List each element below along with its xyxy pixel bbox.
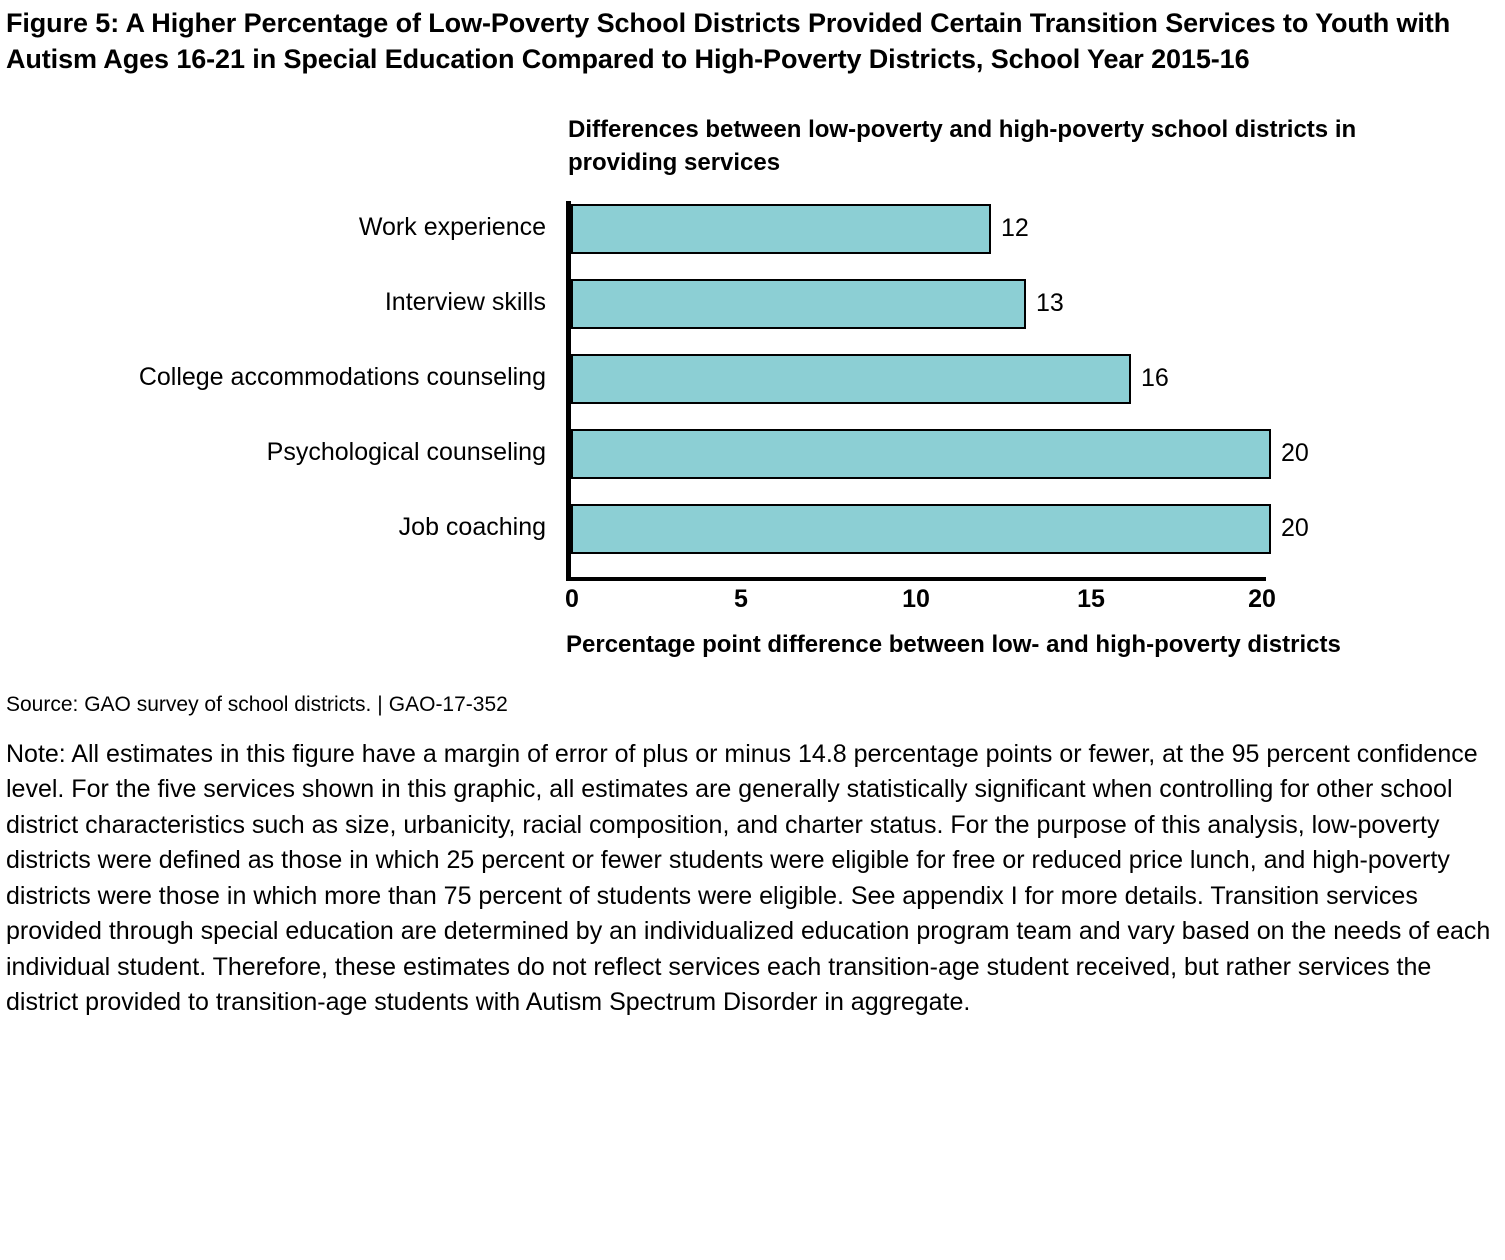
bar-work-experience [571,204,991,254]
page-title: Figure 5: A Higher Percentage of Low-Poverty School Districts Provided Certain Transition Services to Youth with Autism Ages 16-21 in Special Education Compared to High-Poverty Districts, School Year 2015-16 [6,8,1451,74]
x-axis-title: Percentage point difference between low- and high-poverty districts [566,631,1341,659]
chart-title: Differences between low-poverty and high-poverty school districts in providing services [568,116,1357,177]
x-axis-tick: 0 [565,585,579,614]
bar-value-label: 13 [1036,289,1064,318]
plot-area [0,201,1505,659]
y-axis-label: Interview skills [384,288,546,317]
y-axis-label: Job coaching [398,513,546,542]
bar-interview-skills [571,279,1026,329]
y-axis-label: Psychological counseling [266,438,546,467]
chart-container [0,113,1505,673]
x-axis-tick-labels [565,585,1276,621]
x-axis-tick: 20 [1248,585,1276,614]
y-axis-category-labels [0,201,556,577]
y-axis-label: College accommodations counseling [138,363,546,392]
bar-college-accommodations-counseling [571,354,1131,404]
report-id: GAO-17-352 [388,693,508,717]
figure-note: Note: All estimates in this figure have a margin of error of plus or minus 14.8 percentage points or fewer, at the 95 percent confidence level. For the five services shown in this graphic, all estimates are generally statistically significant when controlling for other school district characteristics such as size, urbanicity, racial composition, and charter status. For the purpose of this analysis, low-poverty districts were defined as those in which 25 percent or fewer students were eligible for free or reduced price lunch, and high-poverty districts were those in which more than 75 percent of students were eligible. See appendix I for more details. Transition services provided through special education are determined by an individualized education program team and vary based on the needs of each individual student. Therefore, these estimates do not reflect services each transition-age student received, but rather services the district provided to transition-age students with Autism Spectrum Disorder in aggregate. [6,739,1491,1017]
source-line [0,691,1505,718]
source-separator: | [377,693,383,717]
bar-value-label: 12 [1001,214,1029,243]
x-axis-tick: 10 [902,585,930,614]
bars-plot [566,201,1309,577]
y-axis-label: Work experience [358,213,546,242]
source-text: Source: GAO survey of school districts. [6,693,372,717]
bar-job-coaching [571,504,1271,554]
x-axis-tick: 15 [1077,585,1105,614]
x-axis-line [566,577,1266,581]
bar-value-label: 20 [1281,439,1309,468]
bar-value-label: 16 [1141,364,1169,393]
bar-psychological-counseling [571,429,1271,479]
bar-value-label: 20 [1281,514,1309,543]
x-axis-tick: 5 [734,585,748,614]
